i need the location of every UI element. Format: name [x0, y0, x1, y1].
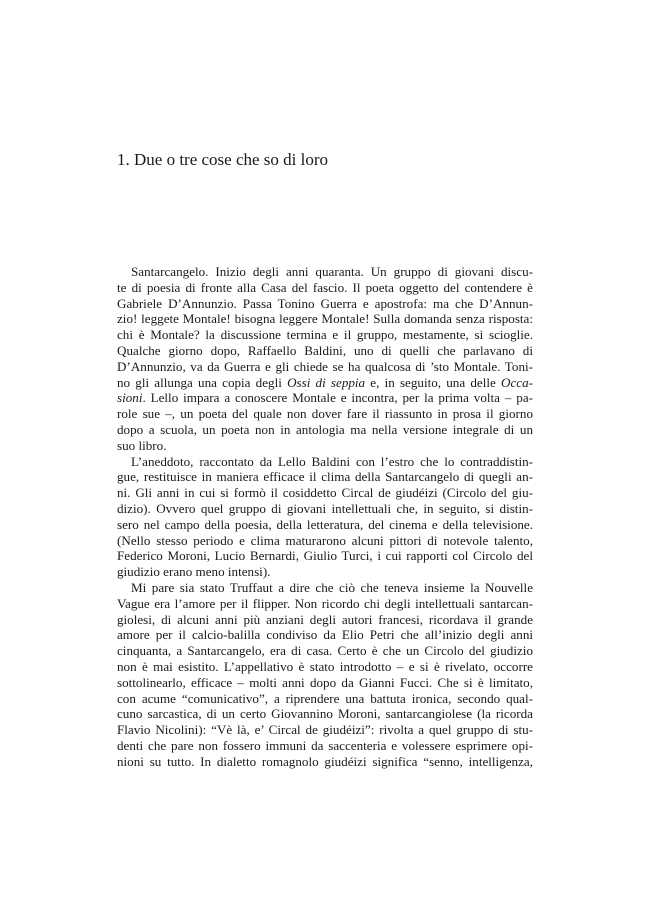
text-line: sottolinearlo, efficace – molti anni dopo da Gianni Fucci. Che si è limitato,	[117, 674, 533, 690]
text-line: zio! leggete Montale! bisogna leggere Montale! Sulla domanda senza risposta:	[117, 311, 533, 327]
text-line: denti che pare non fossero immuni da saccenteria e volessere esprimere opi-	[117, 737, 533, 753]
body-text	[117, 264, 533, 770]
text-line: amore per il calcio-balilla condiviso da Elio Petri che all’inizio degli anni	[117, 627, 533, 643]
text-line: role sue –, un poeta del quale non dover fare il riassunto in prosa il giorno	[117, 406, 533, 422]
text-line: dizio). Ovvero quel gruppo di giovani intellettuali che, in seguito, si distin-	[117, 500, 533, 516]
text-line: dopo a scuola, un poeta non in antologia ma nella versione integrale di un	[117, 421, 533, 437]
paragraph-2	[117, 454, 533, 580]
text-line: te di poesia di fronte alla Casa del fascio. Il poeta oggetto del contendere è	[117, 279, 533, 295]
text-line: gue, restituisce in maniera efficace il clima della Santarcangelo di quegli an-	[117, 469, 533, 485]
text-line: con acume “comunicativo”, a riprendere una battuta ironica, secondo qual-	[117, 690, 533, 706]
text-line: Mi pare sia stato Truffaut a dire che ciò che teneva insieme la Nouvelle	[131, 579, 533, 595]
text-line: Flavio Nicolini): “Vè là, e’ Circal de giudéizi”: rivolta a quel gruppo di stu-	[117, 722, 533, 738]
text-line: Federico Moroni, Lucio Bernardi, Giulio Turci, i cui rapporti col Circolo del	[117, 548, 533, 564]
book-title-italic: sioni	[117, 390, 143, 406]
text-line: cinquanta, a Santarcangelo, era di casa. Certo è che un Circolo del giudizio	[117, 643, 533, 659]
text-line: chi è Montale? la discussione termina e il gruppo, mestamente, si scioglie.	[117, 327, 533, 343]
paragraph-1	[117, 264, 533, 454]
text-line: suo libro.	[117, 437, 167, 453]
text-line: sero nel campo della poesia, della letteratura, del cinema e della televisione.	[117, 516, 533, 532]
text-line: (Nello stesso periodo e clima maturarono alcuni pittori di notevole talento,	[117, 532, 533, 548]
paragraph-3	[117, 580, 533, 770]
text-line: D’Annunzio, va da Guerra e gli chiede se ha qualcosa di ’sto Montale. Toni-	[117, 358, 533, 374]
text-line	[117, 390, 533, 406]
text-line	[117, 375, 533, 391]
text-line: Vague era l’amore per il flipper. Non ricordo chi degli intellettuali santarcan-	[117, 595, 533, 611]
text-line: ni. Gli anni in cui si formò il cosiddetto Circal de giudéizi (Circolo del giu-	[117, 485, 533, 501]
text-line: cuno sarcastica, di un certo Giovannino Moroni, santarcangiolese (la ricorda	[117, 706, 533, 722]
book-title-italic: Occa-	[501, 374, 533, 390]
text-line: Qualche giorno dopo, Raffaello Baldini, uno di quelli che parlavano di	[117, 342, 533, 358]
chapter-title: 1. Due o tre cose che so di loro	[117, 150, 329, 169]
text-segment: . Lello impara a conoscere Montale e incontra, per la prima volta – pa-	[142, 390, 533, 406]
book-title-italic: Ossi di seppia	[287, 374, 366, 390]
text-line: Gabriele D’Annunzio. Passa Tonino Guerra e apostrofa: ma che D’Annun-	[117, 295, 533, 311]
text-line: giudizio erano meno intensi).	[117, 564, 271, 580]
text-line: nioni su tutto. In dialetto romagnolo giudéizi significa “senno, intelligenza,	[117, 753, 533, 769]
text-line: L’aneddoto, raccontato da Lello Baldini con l’estro che lo contraddistin-	[131, 453, 533, 469]
text-segment: no gli allunga una copia degli	[117, 374, 288, 390]
text-line: giolesi, di alcuni anni più anziani degli autori francesi, ricordava il grande	[117, 611, 533, 627]
text-segment: e, in seguito, una delle	[365, 374, 501, 390]
text-line: Santarcangelo. Inizio degli anni quaranta. Un gruppo di giovani discu-	[131, 264, 533, 279]
text-line: non è mai esistito. L’appellativo è stato introdotto – e si è rivelato, occorre	[117, 658, 533, 674]
